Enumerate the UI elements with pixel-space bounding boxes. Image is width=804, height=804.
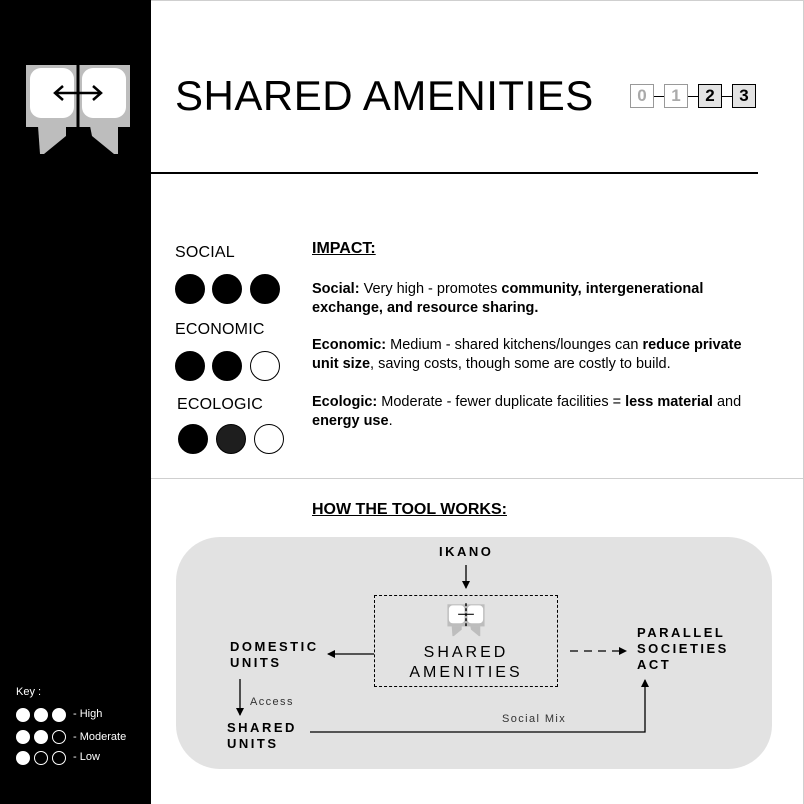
level-1: 1: [664, 84, 688, 108]
rating-label-economic: ECONOMIC: [175, 321, 265, 338]
key-low-label: - Low: [73, 751, 100, 763]
center-label-line2: AMENITIES: [409, 664, 523, 681]
impact-heading: IMPACT:: [312, 240, 376, 257]
impact-ecologic-text3: .: [388, 413, 393, 429]
rating-label-ecologic: ECOLOGIC: [177, 396, 264, 413]
center-label-line1: SHARED: [423, 644, 509, 661]
impact-economic-text2: , saving costs, though some are costly to build.: [370, 356, 671, 372]
page-title: SHARED AMENITIES: [175, 72, 594, 119]
key-high-label: - High: [73, 708, 103, 720]
node-parallel-societies-act-line1: PARALLEL: [637, 625, 726, 640]
arrow-shared-to-parallel: [310, 680, 645, 732]
node-ikano: IKANO: [439, 544, 494, 559]
impact-economic-bold: reduce private unit size: [312, 337, 742, 372]
impact-social-text: Very high - promotes: [359, 281, 502, 297]
impact-economic-text: Medium - shared kitchens/lounges can: [386, 337, 643, 353]
impact-ecologic-text2: and: [712, 394, 742, 410]
level-0: 0: [630, 84, 654, 108]
rating-label-social: SOCIAL: [175, 244, 235, 261]
key-moderate-label: - Moderate: [73, 731, 127, 743]
impact-ecologic-text: Moderate - fewer duplicate facilities =: [377, 394, 626, 410]
shared-amenities-small-icon: [446, 603, 486, 637]
node-shared-units-line1: SHARED: [227, 720, 297, 735]
tool-heading: HOW THE TOOL WORKS:: [312, 501, 507, 518]
impact-ecologic-bold: less material: [625, 394, 713, 410]
impact-social-bold: community, intergenerational exchange, and resource sharing.: [312, 281, 704, 316]
key-title: Key :: [16, 686, 42, 698]
impact-economic-term: Economic:: [312, 337, 387, 353]
level-2: 2: [698, 84, 722, 108]
label-access: Access: [250, 696, 294, 708]
node-parallel-societies-act-line2: SOCIETIES: [637, 641, 729, 656]
node-shared-units-line2: UNITS: [227, 736, 279, 751]
impact-ecologic-term: Ecologic:: [312, 394, 378, 410]
node-domestic-units-line1: DOMESTIC: [230, 639, 319, 654]
node-parallel-societies-act-line3: ACT: [637, 657, 672, 672]
level-3: 3: [732, 84, 756, 108]
impact-social-term: Social:: [312, 281, 360, 297]
label-social-mix: Social Mix: [502, 713, 567, 725]
node-domestic-units-line2: UNITS: [230, 655, 282, 670]
impact-ecologic-bold2: energy use: [312, 413, 389, 429]
